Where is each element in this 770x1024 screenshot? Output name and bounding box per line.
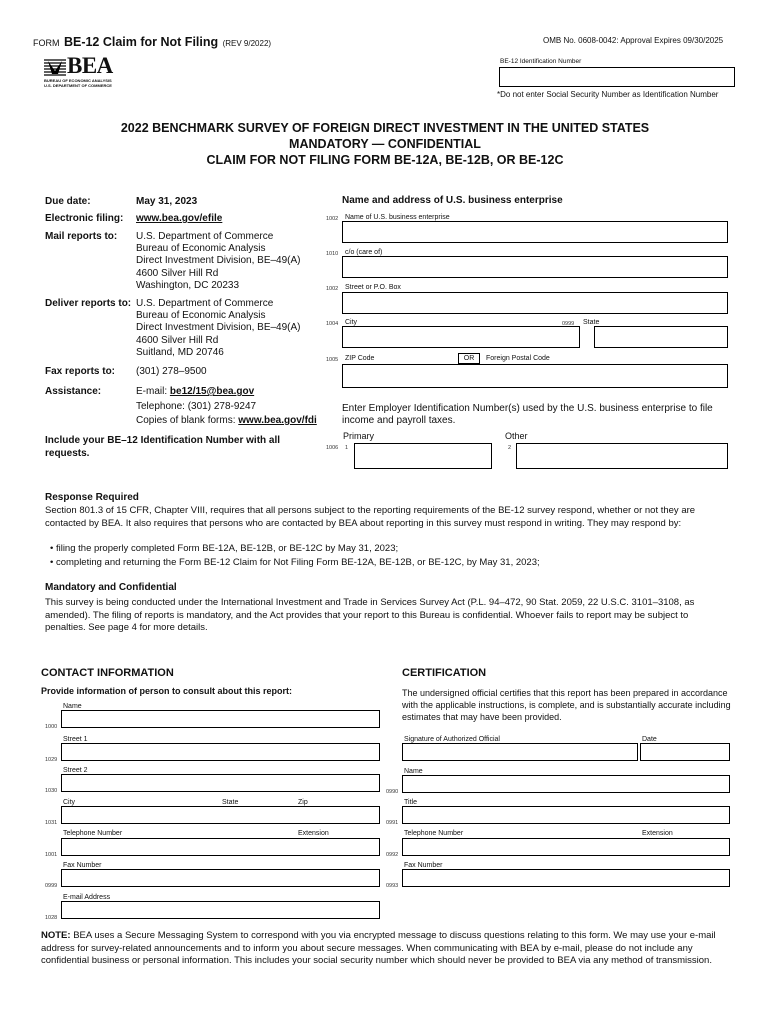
- contact-zip-label: Zip: [298, 799, 308, 806]
- id-number-note: *Do not enter Social Security Number as Identification Number: [497, 90, 719, 99]
- date-label: Date: [642, 736, 657, 743]
- field-code: 1004: [326, 321, 339, 327]
- field-code: 0999: [45, 883, 58, 889]
- contact-email-input[interactable]: [61, 901, 380, 919]
- street-input[interactable]: [342, 292, 728, 314]
- contact-fax-label: Fax Number: [63, 862, 102, 869]
- title-line-2: MANDATORY — CONFIDENTIAL: [289, 137, 481, 151]
- logo-sub-1: BUREAU OF ECONOMIC ANALYSIS: [44, 78, 112, 83]
- form-title: BE-12 Claim for Not Filing: [63, 35, 219, 49]
- field-code: 0991: [386, 820, 399, 826]
- state-label: State: [583, 319, 600, 326]
- assistance-email: [136, 386, 254, 398]
- field-code: 1000: [45, 724, 58, 730]
- mail-address: [136, 231, 301, 292]
- deliver-line: Suitland, MD 20746: [136, 346, 224, 358]
- contact-phone-label: Telephone Number: [63, 830, 123, 837]
- title-line-1: 2022 BENCHMARK SURVEY OF FOREIGN DIRECT INVESTMENT IN THE UNITED STATES: [120, 121, 650, 135]
- cert-name-input[interactable]: [402, 775, 730, 793]
- assistance-copies: [136, 415, 317, 427]
- form-rev: (REV 9/2022): [222, 39, 272, 48]
- due-date-label: Due date:: [45, 196, 91, 207]
- assistance-email-link[interactable]: be12/15@bea.gov: [169, 386, 255, 397]
- response-bullet-2: • completing and returning the Form BE-12 Claim for Not Filing Form BE-12A, BE-12B, or BE-12C, by May 31, 2023;: [50, 557, 540, 568]
- contact-name-label: Name: [63, 703, 82, 710]
- mail-line: Bureau of Economic Analysis: [136, 243, 266, 255]
- field-code: 1006: [326, 445, 339, 451]
- foreign-postal-label: Foreign Postal Code: [486, 355, 550, 362]
- copies-link[interactable]: www.bea.gov/fdi: [238, 415, 317, 426]
- deliver-address: [136, 298, 301, 359]
- contact-fax-input[interactable]: [61, 869, 380, 887]
- zip-label: ZIP Code: [345, 355, 375, 362]
- deliver-label: Deliver reports to:: [45, 298, 132, 309]
- contact-street2-label: Street 2: [63, 767, 88, 774]
- id-number-label: BE-12 Identification Number: [500, 58, 582, 65]
- ein-index-2: 2: [508, 445, 512, 451]
- deliver-line: Bureau of Economic Analysis: [136, 310, 266, 322]
- response-text: Section 801.3 of 15 CFR, Chapter VIII, requires that all persons subject to the reporting requirements of the BE-12 survey respond, whether or not they are contacted by BEA. It also requires that persons who are contacted by BEA about reporting in this survey must respond in writing. They may respond by:: [45, 505, 696, 529]
- fax-label: Fax reports to:: [45, 366, 116, 377]
- mandatory-text: This survey is being conducted under the International Investment and Trade in Services Survey Act (P.L. 94–472, 90 Stat. 2059, 22 U.S.C. 3101–3108, as amended). The filing of reports is mandatory, and the Act provides that your report to this Bureau is confidential. Whoever fails to report may be subject to penalties. See page 4 for more details.: [45, 597, 695, 633]
- email-prefix: E-mail:: [136, 386, 170, 397]
- mail-line: 4600 Silver Hill Rd: [136, 267, 219, 279]
- mail-line: Washington, DC 20233: [136, 279, 240, 291]
- cert-title-input[interactable]: [402, 806, 730, 824]
- contact-state-label: State: [222, 799, 239, 806]
- efile-label: Electronic filing:: [45, 213, 124, 224]
- cert-phone-label: Telephone Number: [404, 830, 464, 837]
- enterprise-name-input[interactable]: [342, 221, 728, 243]
- logo-text: BEA: [67, 53, 113, 78]
- contact-phone-input[interactable]: [61, 838, 380, 856]
- deliver-line: 4600 Silver Hill Rd: [136, 334, 219, 346]
- signature-label: Signature of Authorized Official: [404, 736, 500, 743]
- field-code: 1002: [326, 286, 339, 292]
- ein-primary-input[interactable]: [354, 443, 492, 469]
- cert-phone-input[interactable]: [402, 838, 730, 856]
- contact-subheading: Provide information of person to consult about this report:: [41, 686, 293, 696]
- contact-street2-input[interactable]: [61, 774, 380, 792]
- assistance-phone: Telephone: (301) 278-9247: [136, 401, 257, 412]
- secure-messaging-note: [41, 930, 731, 968]
- field-code: 1029: [45, 757, 58, 763]
- due-date-value: May 31, 2023: [136, 196, 198, 207]
- assistance-label: Assistance:: [45, 386, 102, 397]
- logo-sub-2: U.S. DEPARTMENT OF COMMERCE: [44, 83, 112, 88]
- field-code: 1002: [326, 216, 339, 222]
- efile-link[interactable]: www.bea.gov/efile: [136, 213, 223, 224]
- include-id-note: Include your BE–12 Identification Number with all requests.: [45, 435, 281, 459]
- contact-street1-input[interactable]: [61, 743, 380, 761]
- field-code: 1005: [326, 357, 339, 363]
- contact-city-state-zip-input[interactable]: [61, 806, 380, 824]
- signature-input[interactable]: [402, 743, 638, 761]
- care-of-input[interactable]: [342, 256, 728, 278]
- field-code: 1028: [45, 915, 58, 921]
- contact-ext-label: Extension: [298, 830, 329, 837]
- mail-label: Mail reports to:: [45, 231, 118, 242]
- note-text: BEA uses a Secure Messaging System to correspond with you via encrypted message to discuss questions relating to this form. We may use your e-mail address for survey-related announcements and to inform you about secure messages. When communicating with BEA by e-mail, please do not include any confidential business or personal information. This includes your social security number which should never be provided to BEA via any method of transmission.: [41, 930, 716, 966]
- deliver-line: U.S. Department of Commerce: [136, 298, 274, 309]
- copies-prefix: Copies of blank forms:: [136, 415, 239, 426]
- id-number-input[interactable]: [499, 67, 735, 87]
- enterprise-heading: Name and address of U.S. business enterprise: [342, 195, 563, 206]
- street-label: Street or P.O. Box: [345, 284, 401, 291]
- care-of-label: c/o (care of): [345, 249, 383, 256]
- field-code: 0990: [386, 789, 399, 795]
- cert-fax-label: Fax Number: [404, 862, 443, 869]
- contact-street1-label: Street 1: [63, 736, 88, 743]
- response-heading: Response Required: [45, 492, 139, 503]
- response-bullet-1: • filing the properly completed Form BE-12A, BE-12B, or BE-12C by May 31, 2023;: [50, 543, 399, 554]
- cert-name-label: Name: [404, 768, 423, 775]
- form-header: [33, 33, 271, 51]
- field-code: 1030: [45, 788, 58, 794]
- cert-title-label: Title: [404, 799, 417, 806]
- field-code: 0992: [386, 852, 399, 858]
- or-marker: OR: [458, 353, 480, 364]
- state-input[interactable]: [594, 326, 728, 348]
- survey-title: [0, 120, 770, 168]
- ein-instructions: Enter Employer Identification Number(s) used by the U.S. business enterprise to file income and payroll taxes.: [342, 403, 713, 426]
- cert-fax-input[interactable]: [402, 869, 730, 887]
- city-input[interactable]: [342, 326, 580, 348]
- contact-heading: CONTACT INFORMATION: [41, 667, 174, 679]
- zip-input[interactable]: [342, 364, 728, 388]
- mail-line: U.S. Department of Commerce: [136, 231, 274, 242]
- eagle-emblem-icon: [44, 57, 66, 79]
- field-code: 1031: [45, 820, 58, 826]
- deliver-line: Direct Investment Division, BE–49(A): [136, 322, 301, 334]
- city-label: City: [345, 319, 358, 326]
- field-code: 1001: [45, 852, 58, 858]
- mail-line: Direct Investment Division, BE–49(A): [136, 255, 301, 267]
- certification-text: The undersigned official certifies that this report has been prepared in accordance with the applicable instructions, is complete, and is substantially accurate including estimates that may have been provided.: [402, 688, 731, 722]
- cert-ext-label: Extension: [642, 830, 673, 837]
- contact-name-input[interactable]: [61, 710, 380, 728]
- contact-city-label: City: [63, 799, 76, 806]
- field-code: 0993: [386, 883, 399, 889]
- bea-logo: [44, 55, 134, 91]
- omb-number: OMB No. 0608-0042: Approval Expires 09/30/2025: [543, 36, 724, 45]
- note-label: NOTE:: [41, 930, 71, 941]
- fax-value: (301) 278–9500: [136, 366, 207, 377]
- certification-heading: CERTIFICATION: [402, 667, 487, 679]
- ein-index-1: 1: [345, 445, 349, 451]
- mandatory-heading: Mandatory and Confidential: [45, 582, 177, 593]
- field-code: 0999: [562, 321, 575, 327]
- title-line-3: CLAIM FOR NOT FILING FORM BE-12A, BE-12B, OR BE-12C: [206, 153, 564, 167]
- enterprise-name-label: Name of U.S. business enterprise: [345, 214, 450, 221]
- ein-primary-label: Primary: [343, 431, 374, 441]
- ein-other-label: Other: [505, 431, 528, 441]
- contact-email-label: E-mail Address: [63, 894, 111, 901]
- ein-other-input[interactable]: [516, 443, 728, 469]
- form-prefix: FORM: [33, 38, 60, 48]
- date-input[interactable]: [640, 743, 730, 761]
- field-code: 1010: [326, 251, 339, 257]
